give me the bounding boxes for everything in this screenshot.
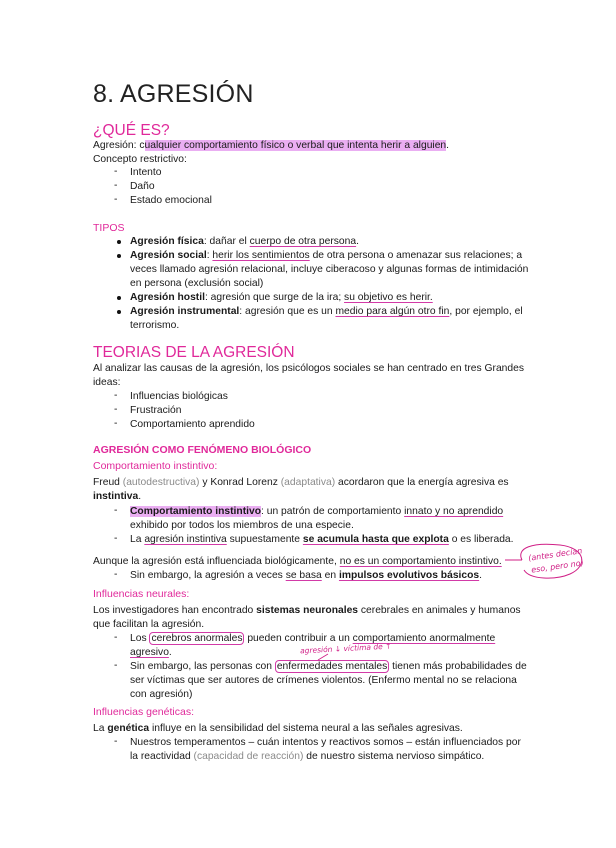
instintivo-heading: Comportamiento instintivo: [93,460,218,472]
section-teorias-heading: TEORIAS DE LA AGRESIÓN [93,344,295,361]
dash-marker: - [114,180,118,191]
underlined-text: herir los sentimientos [212,250,310,261]
neurales-p1 [93,604,521,618]
definition-line [93,139,449,153]
text: . [168,647,172,658]
term: genética [107,723,150,734]
dash-marker: - [114,390,118,401]
boxed-text: enfermedades mentales [276,661,388,672]
teorias-intro-line2: ideas: [93,377,121,388]
tipo-instrumental-line2: terrorismo. [130,320,180,331]
tipo-social-line2: veces llamado agresión relacional, incluye ciberacoso y algunas formas de intimidación [130,264,529,275]
dash-marker: - [114,418,118,429]
text: La [93,723,108,734]
text: de nuestro sistema nervioso simpático. [303,751,485,762]
neurales-item1-line2 [130,646,172,660]
section-que-es-heading: ¿QUÉ ES? [93,122,170,139]
geneticas-item1-line2 [130,750,484,764]
bullet-dot [117,296,121,300]
instintiva-line [93,490,141,504]
ai-line [130,533,514,547]
tipo-social [130,249,522,263]
freud-line [93,476,509,490]
text: cerebrales en animales y humanos [358,605,521,616]
text: Sin embargo, la agresión a veces [130,570,286,581]
bold-underlined: se acumula hasta que explota [302,534,449,545]
underlined-text: se basa [285,570,322,581]
term: Agresión hostil [130,292,205,303]
text: y Konrad Lorenz [199,477,278,488]
definition-highlight: ualquier comportamiento físico o verbal que intenta herir a alguien [144,140,447,151]
geneticas-heading: Influencias genéticas: [93,706,194,718]
dash-marker: - [114,404,118,415]
text: : dañar el [203,236,250,247]
list-item: Influencias biológicas [130,391,228,402]
underlined-text: innato y no aprendido [404,506,504,517]
neurales-item2 [130,660,527,674]
term: Agresión física [130,236,204,247]
list-item: Estado emocional [130,195,212,206]
dash-marker: - [114,632,118,643]
geneticas-item1: Nuestros temperamentos – cuán intentos y reactivos somos – están influenciados por [130,737,521,748]
underlined-text: agresión instintiva [144,534,227,545]
neurales-p1-line2: que facilitan la agresión. [93,619,205,630]
term: Agresión instrumental [130,306,240,317]
text: . [356,236,359,247]
term-highlight: Comportamiento instintivo [130,506,261,517]
dash-marker: - [114,660,118,671]
dash-marker: - [114,194,118,205]
neurales-item2-line3: con agresión) [130,689,193,700]
term: Agresión social [130,250,207,261]
bullet-dot [117,254,121,258]
dash-marker: - [114,533,118,544]
text: acordaron que la energía agresiva es [335,477,509,488]
list-item: Intento [130,167,162,178]
text: Sin embargo, las personas con [130,661,275,672]
definition-end: . [446,140,450,151]
ci-definition-line2: exhibido por todos los miembros de una especie. [130,520,354,531]
text: en [321,570,339,581]
text: . [479,570,483,581]
text: de otra persona o amenazar sus relaciones; a [309,250,523,261]
list-item: Comportamiento aprendido [130,419,255,430]
list-item: Frustración [130,405,182,416]
gray-note: (adaptativa) [277,477,336,488]
neurales-heading: Influencias neurales: [93,588,190,600]
boxed-text: cerebros anormales [151,633,243,644]
text: Freud [93,477,120,488]
page-title: 8. AGRESIÓN [93,80,254,108]
definition-label: Agresión: c [93,140,145,151]
text: o es liberada. [448,534,514,545]
text: la reactividad [130,751,194,762]
underlined-text: medio para algún otro fin [335,306,450,317]
aunque-line [93,555,502,569]
text: La [130,534,145,545]
text: influye en la sensibilidad del sistema neural a las señales agresivas. [149,723,463,734]
teorias-intro: Al analizar las causas de la agresión, los psicólogos sociales se han centrado en tres Grandes [93,363,524,374]
text: pueden contribuir a un [244,633,353,644]
dash-marker: - [114,505,118,516]
restrictive-concept: Concepto restrictivo: [93,154,187,165]
gray-note: (capacidad de reacción) [193,751,304,762]
underlined-text: comportamiento anormalmente [352,633,496,644]
text: , por ejemplo, el [449,306,523,317]
text: : agresión que es un [239,306,336,317]
sin-embargo-line [130,569,482,583]
underlined-text: su objetivo es herir. [344,292,433,303]
text: tienen más probabilidades de [389,661,527,672]
text: : un patrón de comportamiento [261,506,405,517]
underlined-text: agresivo [130,647,169,658]
underlined-text: no es un comportamiento instintivo. [339,556,502,567]
gray-note: (autodestructiva) [119,477,200,488]
margin-note: (antes decían [527,546,583,563]
handwritten-note: agresión ↓ víctima de ↑ [299,641,392,656]
dash-marker: - [114,569,118,580]
text: : agresión que surge de la ira; [204,292,345,303]
text: Los [130,633,150,644]
tipos-heading: TIPOS [93,222,125,234]
tipo-instrumental [130,305,523,319]
underlined-text: cuerpo de otra persona [249,236,357,247]
tipo-fisica [130,235,359,249]
biologico-heading: AGRESIÓN COMO FENÓMENO BIOLÓGICO [93,444,312,456]
bold-underlined: impulsos evolutivos básicos [338,570,480,581]
margin-note: eso, pero no) [530,558,585,575]
neurales-item2-line2: ser víctimas que ser autores de crímenes violentos. (Enfermo mental no se relaciona [130,675,517,686]
list-item: Daño [130,181,155,192]
text: Los investigadores han encontrado [93,605,257,616]
tipo-social-line3: en persona (exclusión social) [130,278,264,289]
text: . [138,491,142,502]
bullet-dot [117,240,121,244]
term: sistemas neuronales [256,605,359,616]
bullet-dot [117,310,121,314]
text: : [206,250,213,261]
text: supuestamente [226,534,303,545]
ci-definition [130,505,503,519]
neurales-item1 [130,632,495,646]
dash-marker: - [114,736,118,747]
term: instintiva [93,491,139,502]
tipo-hostil [130,291,433,305]
geneticas-p1 [93,722,463,736]
dash-marker: - [114,166,118,177]
text: Aunque la agresión está influenciada biológicamente, [93,556,340,567]
